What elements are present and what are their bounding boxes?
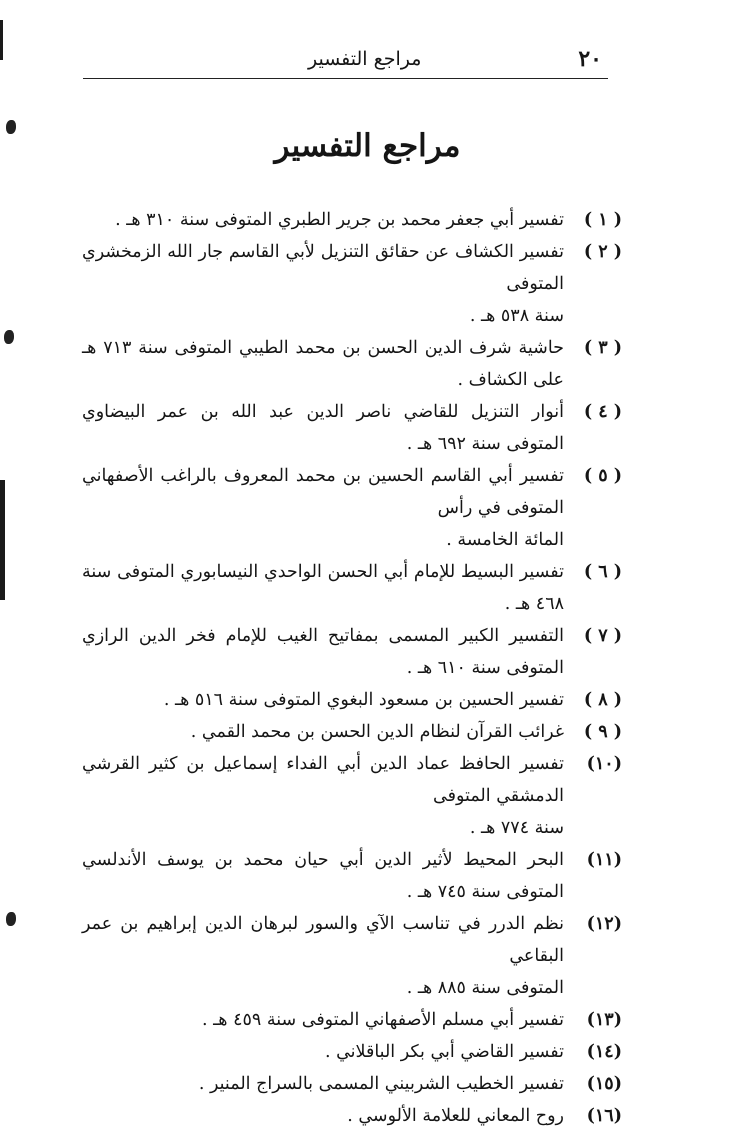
item-number: (١٣) <box>586 1010 622 1030</box>
item-text: تفسير الحسين بن مسعود البغوي المتوفى سنة ٥١٦ هـ . <box>163 690 564 710</box>
item-text: أنوار التنزيل للقاضي ناصر الدين عبد الله بن عمر البيضاوي المتوفى سنة ٦٩٢ هـ . <box>82 402 564 454</box>
item-number: (١٦) <box>586 1106 622 1126</box>
reference-item <box>82 204 622 236</box>
item-text: تفسير القاضي أبي بكر الباقلاني . <box>324 1042 564 1062</box>
item-number: ( ٦ ) <box>583 562 622 582</box>
item-number: ( ٤ ) <box>583 402 622 422</box>
binding-hole-mark <box>4 330 14 344</box>
item-number: (١٠) <box>586 754 622 774</box>
reference-item <box>82 1004 622 1036</box>
item-text: تفسير الخطيب الشربيني المسمى بالسراج المنير . <box>198 1074 564 1094</box>
item-continuation: المتوفى سنة ٨٨٥ هـ . <box>406 978 564 998</box>
item-text: تفسير الحافظ عماد الدين أبي الفداء إسماعيل بن كثير القرشي الدمشقي المتوفى سنة ٧٧٤ هـ . <box>82 748 564 844</box>
reference-item <box>82 748 622 844</box>
item-number: ( ٩ ) <box>583 722 622 742</box>
item-number: ( ٥ ) <box>583 466 622 486</box>
item-text: تفسير الكشاف عن حقائق التنزيل لأبي القاسم جار الله الزمخشري المتوفى سنة ٥٣٨ هـ . <box>82 236 564 332</box>
binding-hole-mark <box>6 912 16 926</box>
reference-item <box>82 332 622 396</box>
item-continuation: المائة الخامسة . <box>446 530 564 550</box>
item-text: تفسير أبي جعفر محمد بن جرير الطبري المتوفى سنة ٣١٠ هـ . <box>115 210 564 230</box>
reference-list <box>82 204 622 1132</box>
scan-edge-shadow <box>0 20 3 60</box>
item-number: (١١) <box>586 850 622 870</box>
item-continuation: سنة ٥٣٨ هـ . <box>469 306 564 326</box>
reference-item <box>82 396 622 460</box>
reference-item <box>82 1068 622 1100</box>
item-number: (١٥) <box>586 1074 622 1094</box>
reference-item <box>82 556 622 620</box>
reference-item <box>82 844 622 908</box>
item-number: ( ٨ ) <box>583 690 622 710</box>
item-number: ( ١ ) <box>583 210 622 230</box>
item-text: تفسير أبي القاسم الحسين بن محمد المعروف بالراغب الأصفهاني المتوفى في رأس المائة الخامسة . <box>82 460 564 556</box>
page-header <box>83 44 608 79</box>
reference-item <box>82 236 622 332</box>
item-text: تفسير أبي مسلم الأصفهاني المتوفى سنة ٤٥٩ هـ . <box>202 1010 564 1030</box>
item-text: نظم الدرر في تناسب الآي والسور لبرهان الدين إبراهيم بن عمر البقاعي المتوفى سنة ٨٨٥ هـ . <box>82 908 564 1004</box>
item-text: التفسير الكبير المسمى بمفاتيح الغيب للإمام فخر الدين الرازي المتوفى سنة ٦١٠ هـ . <box>82 626 564 678</box>
item-number: ( ٧ ) <box>583 626 622 646</box>
reference-item <box>82 1036 622 1068</box>
item-number: (١٤) <box>586 1042 622 1062</box>
reference-item <box>82 460 622 556</box>
item-text: غرائب القرآن لنظام الدين الحسن بن محمد القمي . <box>190 722 564 742</box>
item-number: ( ٢ ) <box>583 242 622 262</box>
running-title: مراجع التفسير <box>308 48 422 70</box>
reference-item <box>82 908 622 1004</box>
scan-edge-shadow <box>0 480 5 600</box>
item-number: ( ٣ ) <box>583 338 622 358</box>
item-text: روح المعاني للعلامة الألوسي . <box>347 1106 564 1126</box>
binding-hole-mark <box>6 120 16 134</box>
item-number: (١٢) <box>586 914 622 934</box>
item-text: البحر المحيط لأثير الدين أبي حيان محمد بن يوسف الأندلسي المتوفى سنة ٧٤٥ هـ . <box>82 850 564 902</box>
reference-item <box>82 684 622 716</box>
item-text: حاشية شرف الدين الحسن بن محمد الطيبي المتوفى سنة ٧١٣ هـ على الكشاف . <box>82 338 564 390</box>
item-continuation: سنة ٧٧٤ هـ . <box>469 818 564 838</box>
reference-item <box>82 620 622 684</box>
reference-item <box>82 1100 622 1132</box>
page-number: ٢٠ <box>578 46 602 72</box>
page-title: مراجع التفسير <box>274 128 461 164</box>
item-text: تفسير البسيط للإمام أبي الحسن الواحدي النيسابوري المتوفى سنة ٤٦٨ هـ . <box>82 562 564 614</box>
reference-item <box>82 716 622 748</box>
